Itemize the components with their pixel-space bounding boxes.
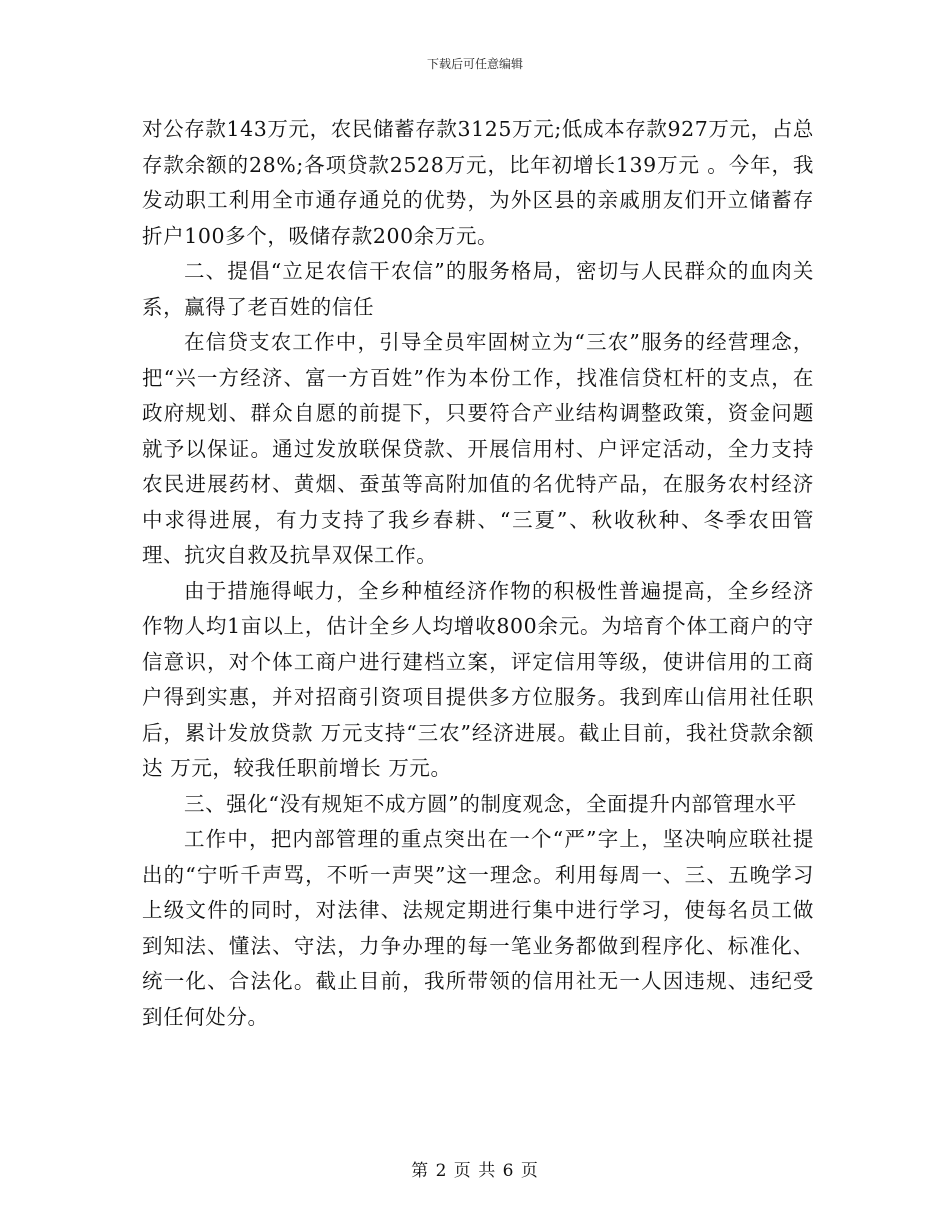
- paragraph-credit-support: 在信贷支农工作中，引导全员牢固树立为“三农”服务的经营理念，把“兴一方经济、富一方百姓”作为本份工作，找准信贷杠杆的支点，在政府规划、群众自愿的前提下，只要符合产业结构调整政策，资金问题就予以保证。通过发放联保贷款、开展信用村、户评定活动，全力支持农民进展药材、黄烟、蚕茧等高附加值的名优特产品，在服务农村经济中求得进展，有力支持了我乡春耕、“三夏”、秋收秋种、冬季农田管理、抗灾自救及抗旱双保工作。: [142, 330, 814, 567]
- document-body: [142, 112, 814, 1035]
- paragraph-deposits: 对公存款143万元，农民储蓄存款3125万元;低成本存款927万元，占总存款余额的28%;各项贷款2528万元，比年初增长139万元 。今年，我发动职工利用全市通存通兑的优势，为外区县的亲戚朋友们开立储蓄存折户100多个，吸储存款200余万元。: [142, 117, 814, 248]
- paragraph-internal-management: 工作中，把内部管理的重点突出在一个“严”字上，坚决响应联社提出的“宁听千声骂，不听一声哭”这一理念。利用每周一、三、五晚学习上级文件的同时，对法律、法规定期进行集中进行学习，使每名员工做到知法、懂法、守法，力争办理的每一笔业务都做到程序化、标准化、统一化、合法化。截止目前，我所带领的信用社无一人因违规、违纪受到任何处分。: [142, 827, 814, 1029]
- paragraph-measures: 由于措施得岷力，全乡种植经济作物的积极性普遍提高，全乡经济作物人均1亩以上，估计全乡人均增收800余元。为培育个体工商户的守信意识，对个体工商户进行建档立案，评定信用等级，使讲信用的工商户得到实惠，并对招商引资项目提供多方位服务。我到库山信用社任职后，累计发放贷款 万元支持“三农”经济进展。截止目前，我社贷款余额达 万元，较我任职前增长 万元。: [142, 578, 814, 780]
- page-number-footer: 第 2 页 共 6 页: [411, 1161, 539, 1181]
- section-heading-two: 二、提倡“立足农信干农信”的服务格局，密切与人民群众的血肉关系，赢得了老百姓的信任: [142, 259, 814, 319]
- section-heading-three: 三、强化“没有规矩不成方圆”的制度观念，全面提升内部管理水平: [184, 791, 797, 816]
- header-note: 下载后可任意编辑: [426, 57, 523, 71]
